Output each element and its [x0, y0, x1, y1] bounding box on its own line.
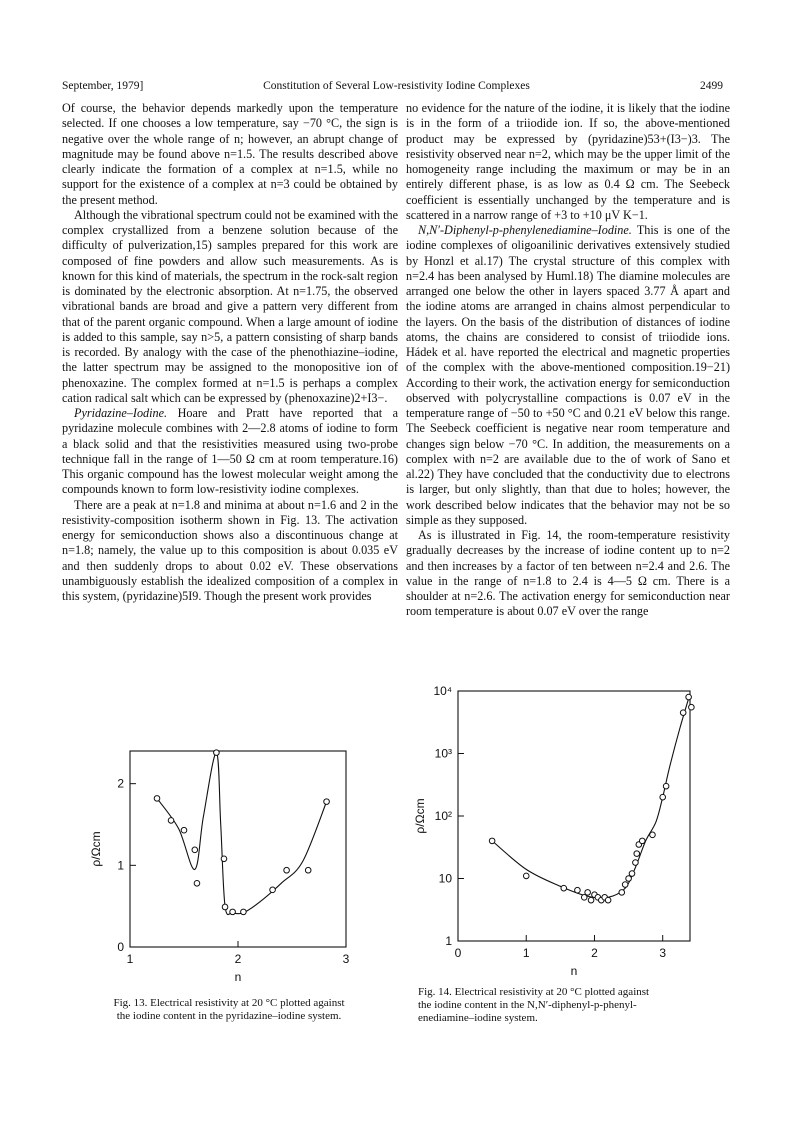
data-point — [561, 885, 567, 891]
data-point — [650, 832, 656, 838]
x-tick-label: 1 — [126, 952, 134, 966]
figure-13-caption — [70, 997, 388, 1023]
x-tick-label: 0 — [454, 946, 462, 960]
data-point — [588, 897, 594, 903]
plot-frame — [130, 751, 346, 947]
figure-13 — [74, 745, 382, 985]
data-point — [154, 796, 160, 802]
page-number: 2499 — [700, 80, 723, 92]
x-tick-label: 2 — [591, 946, 598, 960]
y-tick-label: 10⁴ — [433, 685, 452, 698]
data-point — [305, 867, 311, 873]
y-tick-label: 10³ — [434, 746, 452, 761]
data-point — [221, 856, 227, 862]
caption-line: the iodine content in the N,N′-diphenyl-p-phenyl- — [418, 999, 637, 1011]
section-heading: Pyridazine–Iodine. — [74, 406, 168, 420]
fitted-curve — [157, 753, 327, 915]
y-tick-label: 10² — [434, 809, 452, 823]
fig14-chart — [410, 685, 716, 985]
y-tick-label: 10 — [438, 871, 452, 886]
y-axis-label: ρ/Ωcm — [413, 798, 427, 834]
data-point — [689, 704, 695, 710]
data-point — [626, 876, 632, 882]
data-point — [619, 890, 625, 896]
paragraph — [62, 406, 398, 498]
y-tick-label: 1 — [445, 934, 452, 948]
paragraph — [406, 223, 730, 528]
data-point — [634, 851, 640, 857]
data-point — [575, 887, 581, 893]
data-point — [605, 897, 611, 903]
y-tick-label: 0 — [117, 940, 124, 954]
data-point — [270, 887, 276, 893]
data-point — [663, 783, 669, 789]
paragraph: no evidence for the nature of the iodine, it is likely that the iodine is in the form of a triiodide ion. If so, the above-mentioned product may be expressed by (pyridazine)53+(I3−)3. The resistivity observed near n=2, which may be the upper limit of the homogeneity range including the maximum or may be in an entirely different phase, is as low as 0.4 Ω cm. The Seebeck coefficient is essentially unchanged by the temperature and is scattered in a narrow range of +3 to +10 μV K−1. — [406, 101, 730, 222]
data-point — [192, 847, 198, 853]
y-tick-label: 2 — [117, 776, 124, 791]
fig13-chart — [74, 745, 382, 985]
x-tick-label: 2 — [234, 952, 242, 966]
caption-line: Fig. 14. Electrical resistivity at 20 °C plotted against — [418, 986, 650, 998]
data-point — [181, 827, 187, 833]
section-heading: N,N′-Diphenyl-p-phenylenediamine–Iodine. — [418, 223, 632, 237]
data-point — [686, 694, 692, 700]
data-point — [222, 904, 228, 910]
x-tick-label: 3 — [659, 946, 667, 960]
paragraph: There are a peak at n=1.8 and minima at about n=1.6 and 2 in the resistivity-composition isotherm shown in Fig. 13. The activation energy for semiconduction shows also a discontinuous change at n=1.8; namely, the value up to this composition is about 0.035 eV and then suddenly drops to about 0.02 eV. These observations unambiguously establish the idealized composition of a complex in this system, (pyridazine)5I9. Though the present work provides — [62, 497, 398, 603]
data-point — [629, 871, 635, 877]
x-tick-label: 1 — [522, 946, 530, 960]
data-point — [241, 909, 247, 915]
running-header-date: September, 1979] — [62, 80, 144, 92]
x-tick-label: 3 — [342, 952, 350, 966]
left-column — [62, 101, 398, 604]
data-point — [230, 909, 236, 915]
data-point — [633, 860, 639, 866]
data-point — [194, 881, 200, 887]
paragraph-text: This is one of the iodine complexes of oligoanilinic derivatives extensively studied by Honzl et al.17) The crystal structure of this complex with n=2.4 has been analysed by Huml.18) The diamine molecules are arranged one below the other in layers spaced 3.77 Å apart and the iodine atoms are arranged in chains almost perpendicular to the layers. On the basis of the distribution of distances of iodine atoms, the chains are considered to consist of triiodide ions. Hádek et al. have reported the electrical and magnetic properties of the complex with the above-mentioned composition.19−21) According to their work, the activation energy for semiconduction observed with polycrystalline compactions is 0.07 eV in the temperature range of −50 to +50 °C and 0.21 eV below this range. The Seebeck coefficient is negative near room temperature and changes sign below −70 °C. In addition, the measurements on a complex with n=2 are available due to the of work of Sano et al.22) They have concluded that the conductivity due to electrons is larger, but only slightly, than that due to holes; however, the work described below indicates that the behavior may not be so simple as they supposed. — [406, 223, 731, 527]
x-axis-label: n — [234, 970, 242, 984]
y-tick-label: 1 — [117, 858, 124, 873]
x-axis-label: n — [570, 964, 578, 978]
figure-14-caption — [418, 986, 718, 1025]
plot-frame — [458, 691, 690, 941]
data-point — [622, 882, 628, 888]
data-point — [523, 873, 529, 879]
data-point — [489, 838, 495, 844]
paragraph: As is illustrated in Fig. 14, the room-temperature resistivity gradually decreases by the increase of iodine content up to n=2 and then increases by a factor of ten between n=2.4 and 2.6. The value in the range of n=1.8 to 2.4 is 4—5 Ω cm. There is a shoulder at n=2.6. The activation energy for semiconduction near room temperature is about 0.07 eV over the range — [406, 528, 730, 619]
right-column — [406, 101, 730, 620]
caption-line: Fig. 13. Electrical resistivity at 20 °C plotted against — [113, 997, 345, 1009]
data-point — [660, 794, 666, 800]
data-point — [639, 838, 645, 844]
paragraph-text: Hoare and Pratt have reported that a pyridazine molecule combines with 2—2.8 atoms of iodine to form a black solid and that the resistivities measured using two-probe technique fall in the range of 1—50 Ω cm at room temperature.16) This organic compound has the lowest molecular weight among the compounds known to form low-resistivity iodine complexes. — [62, 406, 399, 497]
data-point — [680, 710, 686, 716]
caption-line: the iodine content in the pyridazine–iodine system. — [116, 1010, 342, 1022]
data-point — [585, 890, 591, 896]
caption-line: enediamine–iodine system. — [418, 1012, 538, 1024]
data-point — [214, 750, 220, 756]
paragraph: Of course, the behavior depends markedly upon the temperature selected. If one chooses a low temperature, say −70 °C, the sign is negative over the whole range of n; however, an abrupt change of magnitude may be found above n=1.5. The results described above clearly indicate the formation of a complex at n=1.5, while no support for the existence of a complex at n=3 could be obtained by the present method. — [62, 101, 398, 207]
y-axis-label: ρ/Ωcm — [89, 831, 103, 867]
data-point — [581, 895, 587, 901]
figure-14 — [410, 685, 716, 985]
data-point — [284, 867, 290, 873]
paragraph: Although the vibrational spectrum could not be examined with the complex crystallized from a benzene solution because of the difficulty of pulverization,15) samples prepared for this work are composed of fine powders and allow such measurements. As is known for this kind of materials, the spectrum in the rock-salt region is dominated by the electronic absorption. At n=1.75, the observed vibrational bands are broad and give a pattern very different from that of the parent organic compound. When a large amount of iodine is added to this sample, say n>5, a pattern consisting of sharp bands is recorded. By analogy with the case of the phenothiazine–iodine, the latter spectrum may be assigned to the monopositive ion of phenoxazine. The complex formed at n=1.5 is perhaps a complex cation radical salt which can be expressed by (phenoxazine)2+I3−. — [62, 207, 398, 405]
running-header-title: Constitution of Several Low-resistivity Iodine Complexes — [263, 80, 530, 92]
data-point — [168, 818, 174, 824]
data-point — [324, 799, 330, 805]
